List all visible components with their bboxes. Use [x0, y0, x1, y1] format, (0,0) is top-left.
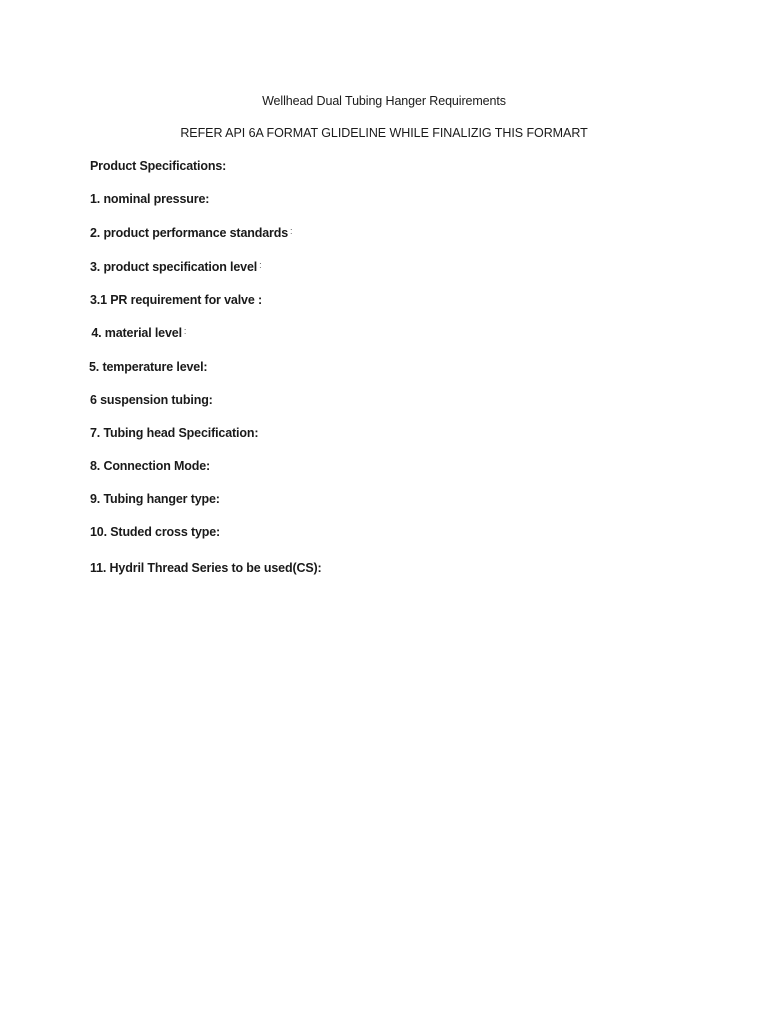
spec-item-11 [90, 561, 324, 575]
spec-item-10 [90, 525, 222, 539]
spec-item-tail: : [259, 260, 262, 270]
spec-item-1 [90, 192, 211, 206]
document-title: Wellhead Dual Tubing Hanger Requirements [262, 94, 506, 108]
spec-item-6 [90, 393, 215, 407]
spec-item-tail: : [290, 226, 293, 236]
spec-item-2 [90, 226, 292, 240]
section-heading: Product Specifications: [90, 159, 227, 173]
spec-item-text: 5. temperature level: [89, 360, 208, 374]
spec-item-8 [90, 459, 212, 473]
spec-item-text: 4. material level [88, 326, 182, 340]
spec-item-text: 8. Connection Mode: [90, 459, 211, 473]
spec-item-7 [90, 426, 260, 440]
spec-item-4 [88, 326, 186, 340]
spec-item-3-1 [90, 293, 264, 307]
spec-item-text: 3. product specification level [90, 260, 258, 274]
spec-item-text: 2. product performance standards [90, 226, 289, 240]
spec-item-5 [89, 360, 209, 374]
spec-item-text: 9. Tubing hanger type: [90, 492, 220, 506]
document-subtitle: REFER API 6A FORMAT GLIDELINE WHILE FINALIZIG THIS FORMART [180, 126, 588, 140]
spec-item-text: 11. Hydril Thread Series to be used(CS): [90, 561, 322, 575]
spec-item-9 [90, 492, 222, 506]
spec-item-text: 3.1 PR requirement for valve : [90, 293, 262, 307]
spec-item-text: 6 suspension tubing: [90, 393, 213, 407]
spec-item-text: 1. nominal pressure: [90, 192, 210, 206]
spec-item-3 [90, 260, 261, 274]
spec-item-text: 10. Studed cross type: [90, 525, 221, 539]
spec-item-text: 7. Tubing head Specification: [90, 426, 259, 440]
spec-item-tail: : [183, 326, 187, 336]
